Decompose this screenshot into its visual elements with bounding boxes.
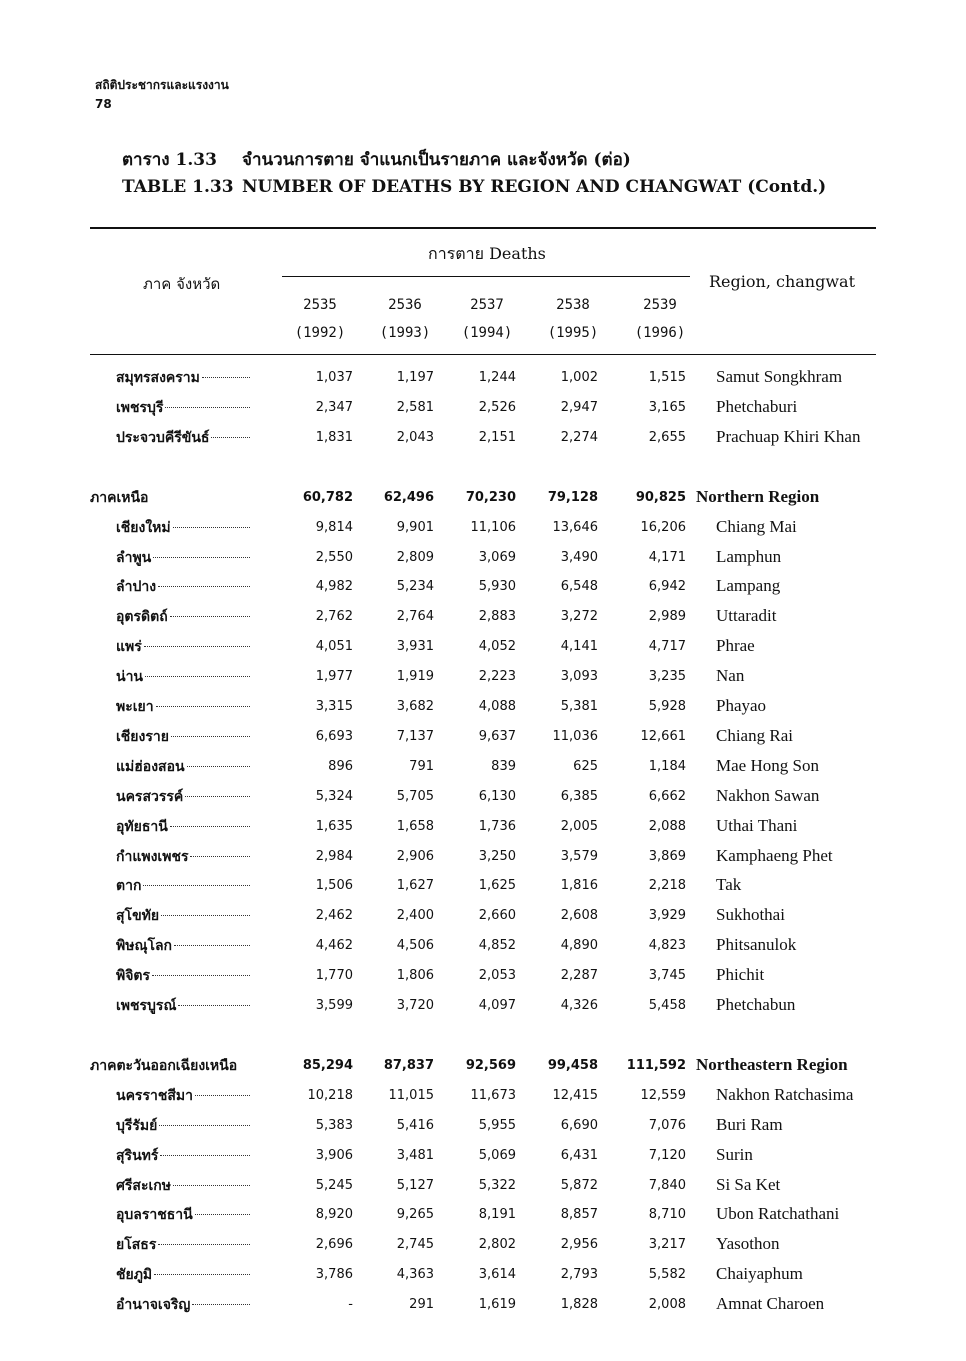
- year-be-2539: 2539: [643, 297, 677, 313]
- deaths-value-2538: 1,816: [560, 878, 598, 894]
- table-row: [0, 1081, 966, 1111]
- changwat-name-english: Kamphaeng Phet: [716, 845, 833, 865]
- deaths-value-2535: 3,599: [315, 998, 353, 1013]
- dot-leader: [161, 915, 250, 916]
- deaths-value-2536: 2,764: [396, 609, 434, 625]
- deaths-value-2535: 2,347: [315, 399, 353, 415]
- deaths-value-2535: 4,051: [315, 639, 353, 655]
- changwat-name-thai: อำนาจเจริญ: [116, 1297, 191, 1314]
- deaths-value-2535: 2,762: [315, 609, 353, 625]
- deaths-value-2539: 8,710: [648, 1207, 686, 1223]
- changwat-name-english: Nakhon Ratchasima: [716, 1084, 854, 1104]
- deaths-value-2537: 5,069: [478, 1147, 516, 1163]
- table-row: [0, 572, 966, 602]
- changwat-name-english: Chiang Rai: [716, 725, 793, 745]
- changwat-name-thai: พิจิตร: [116, 968, 151, 985]
- deaths-value-2536: 3,720: [396, 998, 434, 1013]
- deaths-value-2539: 3,217: [648, 1237, 686, 1253]
- deaths-value-2537: 8,191: [478, 1207, 516, 1223]
- title-text-en: NUMBER OF DEATHS BY REGION AND CHANGWAT (Contd.): [242, 177, 827, 197]
- table-row: [0, 1200, 966, 1230]
- dot-leader: [153, 557, 250, 558]
- deaths-value-2536: 5,234: [396, 579, 434, 595]
- deaths-value-2536: 3,682: [396, 699, 434, 714]
- deaths-value-2537: 2,660: [478, 908, 516, 924]
- deaths-value-2539: 6,662: [648, 788, 686, 804]
- deaths-value-2536: 3,931: [396, 639, 434, 655]
- group-header-rule: [282, 276, 690, 277]
- deaths-value-2535: 2,984: [315, 848, 353, 864]
- book-title: สถิติประชากรและแรงงาน: [95, 78, 229, 92]
- deaths-value-2538: 2,608: [560, 908, 598, 924]
- changwat-name-english: Phitsanulok: [716, 935, 797, 955]
- deaths-value-2537: 92,569: [465, 1057, 516, 1073]
- deaths-value-2536: 1,627: [396, 878, 434, 894]
- deaths-value-2536: 62,496: [383, 489, 434, 505]
- deaths-value-2535: 1,831: [315, 429, 353, 445]
- deaths-value-2537: 4,097: [478, 998, 516, 1013]
- deaths-value-2537: 1,736: [478, 818, 516, 834]
- deaths-value-2537: 1,625: [478, 878, 516, 894]
- dot-leader: [144, 646, 250, 647]
- changwat-name-english: Prachuap Khiri Khan: [716, 426, 861, 446]
- deaths-value-2535: 896: [328, 758, 353, 774]
- changwat-name-thai: นครสวรรค์: [116, 788, 184, 805]
- table-row: [0, 393, 966, 423]
- deaths-value-2536: 2,745: [396, 1237, 434, 1253]
- year-be-2537: 2537: [470, 297, 504, 313]
- deaths-value-2538: 99,458: [547, 1057, 598, 1073]
- changwat-name-english: Nakhon Sawan: [716, 785, 820, 805]
- deaths-value-2538: 1,828: [560, 1297, 598, 1313]
- changwat-name-english: Si Sa Ket: [716, 1174, 781, 1194]
- changwat-name-english: Phetchabun: [716, 995, 796, 1014]
- table-row: [0, 812, 966, 842]
- deaths-value-2535: 5,383: [315, 1117, 353, 1133]
- deaths-value-2536: 5,127: [396, 1177, 434, 1193]
- changwat-name-thai: ยโสธร: [116, 1237, 157, 1254]
- deaths-value-2539: 3,929: [648, 908, 686, 924]
- changwat-name-thai: แพร่: [116, 639, 142, 656]
- changwat-name-english: Sukhothai: [716, 905, 785, 925]
- year-ce-1996: (1996): [634, 325, 686, 341]
- deaths-value-2538: 13,646: [552, 519, 598, 535]
- table-title-thai: [122, 146, 631, 173]
- deaths-value-2538: 8,857: [560, 1207, 598, 1223]
- deaths-value-2539: 2,008: [648, 1297, 686, 1313]
- deaths-value-2538: 3,272: [560, 609, 598, 625]
- deaths-value-2538: 6,548: [560, 579, 598, 595]
- region-total-row: [0, 1051, 966, 1081]
- dot-leader: [158, 1244, 250, 1245]
- region-name-english: Northern Region: [696, 486, 820, 506]
- changwat-name-thai: สุโขทัย: [116, 908, 160, 925]
- changwat-name-thai: พะเยา: [116, 699, 154, 715]
- deaths-value-2536: 2,043: [396, 429, 434, 445]
- dot-leader: [187, 766, 250, 767]
- deaths-value-2539: 3,745: [648, 968, 686, 984]
- table-row: [0, 1171, 966, 1201]
- table-row: [0, 752, 966, 782]
- title-text-th: จำนวนการตาย จำแนกเป็นรายภาค และจังหวัด (ต่อ): [242, 150, 631, 170]
- changwat-name-english: Phetchaburi: [716, 396, 798, 416]
- deaths-value-2537: 1,244: [478, 370, 516, 385]
- table-title-english: [122, 177, 826, 197]
- deaths-value-2538: 4,890: [560, 938, 598, 954]
- table-row: [0, 991, 966, 1021]
- deaths-value-2536: 2,400: [396, 908, 434, 924]
- table-row: [0, 423, 966, 453]
- year-ce-1995: (1995): [547, 325, 599, 341]
- deaths-value-2538: 3,490: [560, 549, 598, 565]
- dot-leader: [174, 945, 250, 946]
- changwat-name-thai: แม่ฮ่องสอน: [116, 758, 185, 775]
- deaths-value-2538: 2,793: [560, 1267, 598, 1283]
- deaths-value-2539: 5,458: [648, 998, 686, 1013]
- year-be-2536: 2536: [388, 297, 422, 313]
- changwat-name-english: Nan: [716, 666, 745, 686]
- changwat-name-thai: อุบลราชธานี: [116, 1207, 193, 1224]
- deaths-value-2539: 3,235: [648, 669, 686, 685]
- changwat-name-thai: สุรินทร์: [116, 1147, 159, 1164]
- dot-leader: [156, 706, 250, 707]
- deaths-group-header: การตาย Deaths: [428, 244, 546, 263]
- deaths-value-2539: 12,661: [640, 728, 686, 744]
- changwat-name-thai: อุตรดิตถ์: [116, 609, 168, 626]
- dot-leader: [190, 856, 250, 857]
- deaths-value-2539: 2,655: [648, 429, 686, 445]
- deaths-value-2537: 11,673: [470, 1087, 516, 1103]
- deaths-value-2538: 2,287: [560, 968, 598, 984]
- deaths-value-2537: 5,322: [478, 1177, 516, 1193]
- deaths-value-2539: 6,942: [648, 579, 686, 595]
- table-row: [0, 842, 966, 872]
- deaths-value-2539: 111,592: [626, 1057, 686, 1073]
- dot-leader: [178, 1005, 250, 1006]
- table-row: [0, 632, 966, 662]
- dot-leader: [171, 736, 250, 737]
- dot-leader: [195, 1214, 250, 1215]
- changwat-name-english: Buri Ram: [716, 1114, 783, 1134]
- dot-leader: [165, 407, 250, 408]
- changwat-name-thai: ตาก: [116, 878, 142, 895]
- deaths-value-2537: 4,052: [478, 639, 516, 655]
- deaths-value-2535: 3,315: [315, 699, 353, 714]
- dot-leader: [202, 377, 250, 378]
- deaths-value-2536: 4,506: [396, 938, 434, 954]
- deaths-value-2535: 3,786: [315, 1267, 353, 1283]
- dot-leader: [185, 796, 250, 797]
- deaths-value-2535: 6,693: [315, 728, 353, 744]
- deaths-value-2537: 3,250: [478, 848, 516, 864]
- deaths-value-2539: 1,515: [648, 370, 686, 385]
- dot-leader: [160, 1155, 250, 1156]
- deaths-value-2535: 10,218: [307, 1087, 353, 1103]
- changwat-name-thai: สมุทรสงคราม: [116, 370, 200, 386]
- deaths-value-2539: 4,171: [648, 549, 686, 565]
- changwat-name-english: Surin: [716, 1144, 753, 1164]
- deaths-value-2536: 5,416: [396, 1117, 434, 1133]
- table-top-rule: [90, 227, 876, 229]
- changwat-name-english: Chiang Mai: [716, 516, 797, 536]
- dot-leader: [158, 586, 250, 587]
- changwat-name-thai: นครราชสีมา: [116, 1087, 193, 1104]
- deaths-value-2538: 3,093: [560, 669, 598, 685]
- table-row: [0, 961, 966, 991]
- deaths-value-2535: 4,462: [315, 938, 353, 954]
- deaths-value-2536: 11,015: [388, 1087, 434, 1103]
- dot-leader: [145, 676, 250, 677]
- deaths-value-2536: 2,581: [396, 399, 434, 415]
- deaths-value-2535: 60,782: [302, 489, 353, 505]
- deaths-value-2538: 6,690: [560, 1117, 598, 1133]
- deaths-value-2538: 6,431: [560, 1147, 598, 1163]
- deaths-value-2536: 9,265: [396, 1207, 434, 1223]
- dot-leader: [143, 885, 250, 886]
- dot-leader: [170, 616, 250, 617]
- deaths-value-2539: 4,823: [648, 938, 686, 954]
- deaths-value-2535: 4,982: [315, 579, 353, 595]
- changwat-name-thai: ลำพูน: [116, 549, 152, 566]
- changwat-name-english: Samut Songkhram: [716, 367, 843, 386]
- changwat-name-english: Uttaradit: [716, 606, 777, 626]
- deaths-value-2539: 7,840: [648, 1177, 686, 1193]
- region-total-row: [0, 483, 966, 513]
- dot-leader: [192, 1304, 250, 1305]
- deaths-value-2536: 1,806: [396, 968, 434, 984]
- deaths-value-2538: 1,002: [560, 370, 598, 385]
- deaths-value-2537: 1,619: [478, 1297, 516, 1313]
- table-row: [0, 782, 966, 812]
- changwat-name-thai: กำแพงเพชร: [116, 848, 189, 865]
- deaths-value-2537: 4,088: [478, 699, 516, 714]
- deaths-value-2538: 11,036: [552, 728, 598, 744]
- table-row: [0, 722, 966, 752]
- deaths-value-2538: 79,128: [547, 489, 598, 505]
- dot-leader: [159, 1125, 250, 1126]
- year-ce-1994: (1994): [461, 325, 513, 341]
- title-label-en: TABLE: [122, 177, 187, 197]
- changwat-name-english: Lampang: [716, 576, 781, 596]
- changwat-name-thai: ประจวบคีรีขันธ์: [116, 429, 210, 446]
- deaths-value-2537: 9,637: [478, 728, 516, 744]
- changwat-name-english: Mae Hong Son: [716, 755, 819, 775]
- dot-leader: [211, 437, 250, 438]
- deaths-value-2537: 2,526: [478, 399, 516, 415]
- deaths-value-2537: 2,802: [478, 1237, 516, 1253]
- deaths-value-2538: 625: [573, 758, 598, 774]
- region-name-thai: ภาคตะวันออกเฉียงเหนือ: [90, 1057, 238, 1074]
- changwat-name-english: Phichit: [716, 965, 765, 985]
- changwat-name-english: Yasothon: [716, 1234, 780, 1254]
- page-number: 78: [95, 97, 112, 111]
- changwat-name-english: Tak: [716, 875, 742, 895]
- changwat-name-thai: เชียงราย: [116, 728, 169, 745]
- dot-leader: [195, 1095, 250, 1096]
- deaths-value-2535: 2,550: [315, 549, 353, 565]
- deaths-value-2535: 2,462: [315, 908, 353, 924]
- deaths-value-2535: 5,245: [315, 1177, 353, 1193]
- deaths-value-2539: 4,717: [648, 639, 686, 655]
- deaths-value-2538: 2,005: [560, 818, 598, 834]
- deaths-value-2537: 11,106: [470, 519, 516, 535]
- deaths-value-2539: 7,076: [648, 1117, 686, 1133]
- deaths-value-2535: 1,635: [315, 818, 353, 834]
- changwat-name-thai: เชียงใหม่: [116, 519, 171, 536]
- dot-leader: [173, 1185, 250, 1186]
- changwat-name-english: Lamphun: [716, 546, 782, 566]
- deaths-value-2537: 839: [491, 758, 516, 774]
- deaths-value-2539: 5,928: [648, 699, 686, 714]
- deaths-value-2536: 2,809: [396, 549, 434, 565]
- deaths-value-2536: 5,705: [396, 788, 434, 804]
- table-row: [0, 1260, 966, 1290]
- changwat-name-english: Amnat Charoen: [716, 1294, 825, 1314]
- deaths-value-2537: 4,852: [478, 938, 516, 954]
- deaths-value-2537: 2,223: [478, 669, 516, 685]
- deaths-value-2536: 1,197: [396, 370, 434, 385]
- deaths-value-2536: 9,901: [396, 519, 434, 535]
- deaths-value-2539: 3,165: [648, 399, 686, 415]
- deaths-value-2536: 291: [409, 1297, 434, 1313]
- deaths-value-2535: 1,977: [315, 669, 353, 685]
- deaths-value-2536: 2,906: [396, 848, 434, 864]
- table-row: [0, 1290, 966, 1320]
- table-row: [0, 901, 966, 931]
- changwat-name-english: Chaiyaphum: [716, 1264, 803, 1284]
- deaths-value-2537: 3,069: [478, 549, 516, 565]
- deaths-value-2537: 70,230: [465, 489, 516, 505]
- table-row: [0, 1230, 966, 1260]
- deaths-value-2537: 5,930: [478, 579, 516, 595]
- title-label-th: ตาราง: [122, 150, 170, 170]
- changwat-name-thai: อุทัยธานี: [116, 818, 168, 835]
- region-changwat-header-thai: ภาค จังหวัด: [143, 275, 221, 293]
- title-number-en: 1.33: [192, 177, 234, 197]
- changwat-name-english: Phrae: [716, 636, 755, 656]
- region-name-english: Northeastern Region: [696, 1054, 848, 1074]
- changwat-name-thai: บุรีรัมย์: [116, 1117, 158, 1134]
- deaths-value-2538: 2,956: [560, 1237, 598, 1253]
- deaths-value-2536: 791: [409, 758, 434, 774]
- table-row: [0, 871, 966, 901]
- deaths-value-2535: 8,920: [315, 1207, 353, 1223]
- deaths-value-2535: 9,814: [315, 519, 353, 535]
- deaths-value-2539: 2,088: [648, 818, 686, 834]
- deaths-value-2537: 3,614: [478, 1267, 516, 1283]
- deaths-value-2539: 3,869: [648, 848, 686, 864]
- deaths-value-2536: 4,363: [396, 1267, 434, 1283]
- deaths-value-2539: 5,582: [648, 1267, 686, 1283]
- deaths-value-2536: 3,481: [396, 1147, 434, 1163]
- table-row: [0, 662, 966, 692]
- table-row: [0, 931, 966, 961]
- changwat-name-thai: เพชรบูรณ์: [116, 998, 177, 1014]
- changwat-name-english: Phayao: [716, 696, 767, 715]
- changwat-name-thai: เพชรบุรี: [116, 399, 164, 416]
- region-name-thai: ภาคเหนือ: [90, 489, 149, 506]
- deaths-value-2537: 2,883: [478, 609, 516, 625]
- deaths-value-2538: 2,274: [560, 429, 598, 445]
- title-number-th: 1.33: [175, 150, 217, 170]
- year-ce-1993: (1993): [379, 325, 431, 341]
- deaths-value-2535: 2,696: [315, 1237, 353, 1253]
- deaths-value-2536: 1,658: [396, 818, 434, 834]
- region-changwat-header-english: Region, changwat: [709, 272, 855, 291]
- deaths-value-2539: 16,206: [640, 519, 686, 535]
- deaths-value-2535: 1,506: [315, 878, 353, 894]
- deaths-value-2539: 1,184: [648, 758, 686, 774]
- deaths-value-2535: -: [348, 1297, 353, 1313]
- dot-leader: [152, 975, 250, 976]
- deaths-value-2537: 2,151: [478, 429, 516, 445]
- year-be-2535: 2535: [303, 297, 337, 313]
- table-row: [0, 543, 966, 573]
- changwat-name-english: Uthai Thani: [716, 815, 798, 835]
- deaths-value-2536: 1,919: [396, 669, 434, 685]
- deaths-value-2535: 85,294: [302, 1057, 353, 1073]
- table-row: [0, 363, 966, 393]
- deaths-value-2539: 2,218: [648, 878, 686, 894]
- deaths-value-2535: 3,906: [315, 1147, 353, 1163]
- header-bottom-rule: [90, 354, 876, 355]
- deaths-value-2536: 87,837: [383, 1057, 434, 1073]
- deaths-value-2537: 2,053: [478, 968, 516, 984]
- deaths-value-2535: 1,770: [315, 968, 353, 984]
- changwat-name-thai: ลำปาง: [116, 579, 157, 596]
- changwat-name-thai: ศรีสะเกษ: [116, 1177, 171, 1194]
- dot-leader: [154, 1274, 250, 1275]
- deaths-value-2539: 7,120: [648, 1147, 686, 1163]
- table-row: [0, 602, 966, 632]
- deaths-value-2539: 90,825: [635, 489, 686, 505]
- table-row: [0, 692, 966, 722]
- deaths-value-2539: 12,559: [640, 1087, 686, 1103]
- changwat-name-thai: พิษณุโลก: [116, 938, 173, 955]
- deaths-value-2535: 1,037: [315, 370, 353, 385]
- changwat-name-thai: ชัยภูมิ: [116, 1267, 153, 1284]
- deaths-value-2538: 3,579: [560, 848, 598, 864]
- deaths-value-2539: 2,989: [648, 609, 686, 625]
- deaths-value-2537: 5,955: [478, 1117, 516, 1133]
- deaths-value-2538: 4,326: [560, 998, 598, 1013]
- deaths-value-2538: 2,947: [560, 399, 598, 415]
- deaths-value-2536: 7,137: [396, 728, 434, 744]
- changwat-name-english: Ubon Ratchathani: [716, 1204, 840, 1224]
- year-be-2538: 2538: [556, 297, 590, 313]
- deaths-value-2538: 4,141: [560, 639, 598, 655]
- deaths-value-2538: 6,385: [560, 788, 598, 804]
- table-row: [0, 1141, 966, 1171]
- deaths-value-2535: 5,324: [315, 788, 353, 804]
- dot-leader: [170, 826, 250, 827]
- deaths-value-2538: 5,872: [560, 1177, 598, 1193]
- year-ce-1992: (1992): [294, 325, 346, 341]
- table-row: [0, 513, 966, 543]
- dot-leader: [173, 527, 250, 528]
- deaths-value-2537: 6,130: [478, 788, 516, 804]
- changwat-name-thai: น่าน: [116, 669, 144, 686]
- deaths-value-2538: 5,381: [560, 699, 598, 714]
- deaths-value-2538: 12,415: [552, 1087, 598, 1103]
- table-row: [0, 1111, 966, 1141]
